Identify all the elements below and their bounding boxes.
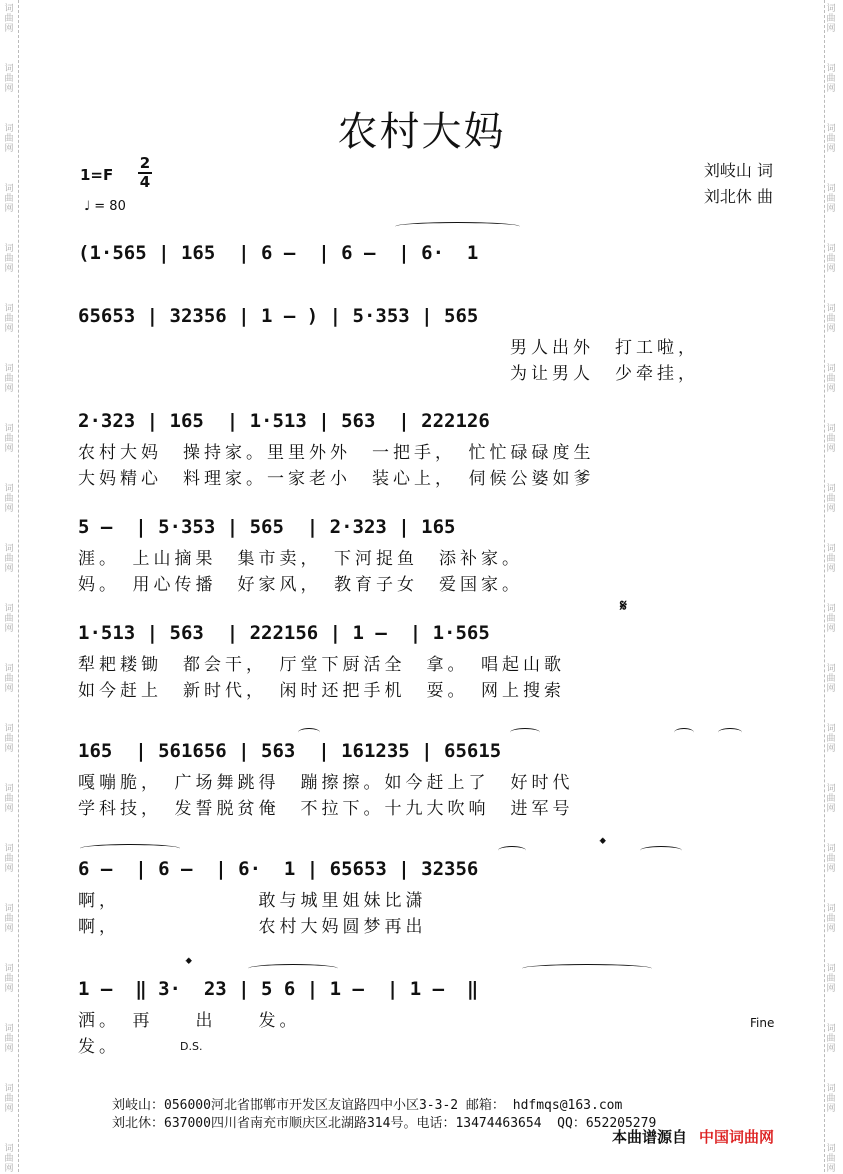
lyric-verse-1: 啊， 敢与城里姐妹比潇 (78, 891, 427, 911)
tie-arc (298, 728, 320, 737)
watermark-text: 词 曲 网 (4, 844, 14, 874)
watermark-text: 词 曲 网 (826, 4, 836, 34)
watermark-text: 词 曲 网 (826, 1144, 836, 1174)
lyric-verse-2: 为让男人 少牵挂， (510, 364, 699, 384)
watermark-text: 词 曲 网 (826, 724, 836, 754)
watermark-text: 词 曲 网 (826, 664, 836, 694)
lyric-verse-1: 涯。 上山摘果 集市卖， 下河捉鱼 添补家。 (78, 549, 523, 569)
footer-contact-composer: 刘北休：637000四川省南充市顺庆区北湖路314号。电话：13474463654 QQ：652205279 (112, 1116, 657, 1131)
watermark-text: 词 曲 网 (826, 184, 836, 214)
footer-contact-lyricist: 刘岐山：056000河北省邯郸市开发区友谊路四中小区3-3-2 邮箱： hdfmqs@163.com (112, 1098, 623, 1113)
notation-line: 6 – | 6 – | 6· 1 | 65653 | 32356 (78, 858, 479, 880)
watermark-text: 词 曲 网 (4, 124, 14, 154)
notation-line: 5 – | 5·353 | 565 | 2·323 | 165 (78, 516, 456, 538)
lyric-verse-2: 妈。 用心传播 好家风， 教育子女 爱国家。 (78, 575, 523, 595)
lyric-verse-2: 发。 (78, 1037, 120, 1057)
lyric-verse-1: 农村大妈 操持家。里里外外 一把手， 忙忙碌碌度生 (78, 443, 595, 463)
notation-line: (1·565 | 165 | 6 – | 6 – | 6· 1 (78, 242, 479, 264)
tie-arc (718, 728, 742, 737)
right-watermark-strip (824, 0, 841, 1172)
lyricist-credit: 刘岐山 词 (703, 161, 773, 180)
tempo-marking (84, 199, 126, 214)
watermark-text: 词 曲 网 (826, 1024, 836, 1054)
watermark-text: 词 曲 网 (826, 244, 836, 274)
watermark-text: 词 曲 网 (826, 784, 836, 814)
watermark-text: 词 曲 网 (4, 1144, 14, 1174)
notation-line: 2·323 | 165 | 1·513 | 563 | 222126 (78, 410, 490, 432)
watermark-text: 词 曲 网 (826, 424, 836, 454)
coda-icon: 𝄌 (186, 954, 192, 973)
segno-icon: 𝄋 (620, 596, 627, 615)
lyric-verse-1: 男人出外 打工啦， (510, 338, 699, 358)
source-site-link[interactable]: 中国词曲网 (699, 1128, 775, 1146)
watermark-text: 词 曲 网 (4, 904, 14, 934)
watermark-text: 词 曲 网 (4, 724, 14, 754)
lyric-verse-1: 犁耙耧锄 都会干， 厅堂下厨活全 拿。 唱起山歌 (78, 655, 565, 675)
watermark-text: 词 曲 网 (4, 1084, 14, 1114)
notation-line: 1 – ‖ 3· 23 | 5 6 | 1 – | 1 – ‖ (78, 978, 479, 1000)
tie-arc (640, 846, 682, 855)
watermark-text: 词 曲 网 (826, 964, 836, 994)
watermark-text: 词 曲 网 (4, 784, 14, 814)
watermark-text: 词 曲 网 (826, 904, 836, 934)
source-attribution (612, 1126, 774, 1147)
tie-arc (674, 728, 694, 737)
quarter-note-icon: ♩ (84, 199, 91, 214)
left-watermark-strip (2, 0, 19, 1172)
watermark-text: 词 曲 网 (4, 64, 14, 94)
notation-line: 1·513 | 563 | 222156 | 1 – | 1·565 (78, 622, 490, 644)
tempo-value: = 80 (94, 199, 126, 214)
lyric-verse-2: 啊， 农村大妈圆梦再出 (78, 917, 427, 937)
watermark-text: 词 曲 网 (826, 544, 836, 574)
song-title: 农村大妈 (337, 109, 506, 155)
lyric-verse-2: 如今赶上 新时代， 闲时还把手机 耍。 网上搜索 (78, 681, 565, 701)
watermark-text: 词 曲 网 (4, 304, 14, 334)
tie-arc (395, 222, 520, 231)
watermark-text: 词 曲 网 (4, 664, 14, 694)
notation-line: 65653 | 32356 | 1 – ) | 5·353 | 565 (78, 305, 479, 327)
coda-icon: 𝄌 (600, 834, 606, 853)
composer-credit: 刘北休 曲 (703, 187, 773, 206)
lyric-verse-1: 嘎嘣脆， 广场舞跳得 蹦擦擦。如今赶上了 好时代 (78, 773, 574, 793)
watermark-text: 词 曲 网 (826, 124, 836, 154)
ds-marking: D.S. (180, 1040, 203, 1053)
source-label: 本曲谱源自 (612, 1128, 688, 1146)
tie-arc (522, 964, 652, 973)
watermark-text: 词 曲 网 (826, 844, 836, 874)
watermark-text: 词 曲 网 (826, 484, 836, 514)
watermark-text: 词 曲 网 (4, 244, 14, 274)
tie-arc (248, 964, 338, 973)
notation-line: 165 | 561656 | 563 | 161235 | 65615 (78, 740, 502, 762)
watermark-text: 词 曲 网 (4, 424, 14, 454)
watermark-text: 词 曲 网 (4, 4, 14, 34)
time-signature-top: 2 (139, 154, 151, 172)
tie-arc (510, 728, 540, 737)
watermark-text: 词 曲 网 (826, 64, 836, 94)
watermark-text: 词 曲 网 (4, 1024, 14, 1054)
lyric-verse-2: 大妈精心 料理家。一家老小 装心上， 伺候公婆如爹 (78, 469, 595, 489)
time-signature (138, 156, 152, 190)
lyric-verse-1: 洒。 再 出 发。 (78, 1011, 301, 1031)
watermark-text: 词 曲 网 (4, 604, 14, 634)
watermark-text: 词 曲 网 (4, 964, 14, 994)
tie-arc (498, 846, 526, 855)
fine-marking: Fine (750, 1016, 775, 1030)
watermark-text: 词 曲 网 (826, 604, 836, 634)
lyric-verse-2: 学科技， 发誓脱贫俺 不拉下。十九大吹响 进军号 (78, 799, 574, 819)
watermark-text: 词 曲 网 (4, 544, 14, 574)
tie-arc (80, 844, 180, 853)
time-signature-bottom: 4 (139, 173, 151, 191)
watermark-text: 词 曲 网 (826, 304, 836, 334)
key-signature: 1=F (80, 166, 114, 184)
watermark-text: 词 曲 网 (4, 484, 14, 514)
watermark-text: 词 曲 网 (826, 364, 836, 394)
watermark-text: 词 曲 网 (4, 184, 14, 214)
watermark-text: 词 曲 网 (826, 1084, 836, 1114)
watermark-text: 词 曲 网 (4, 364, 14, 394)
